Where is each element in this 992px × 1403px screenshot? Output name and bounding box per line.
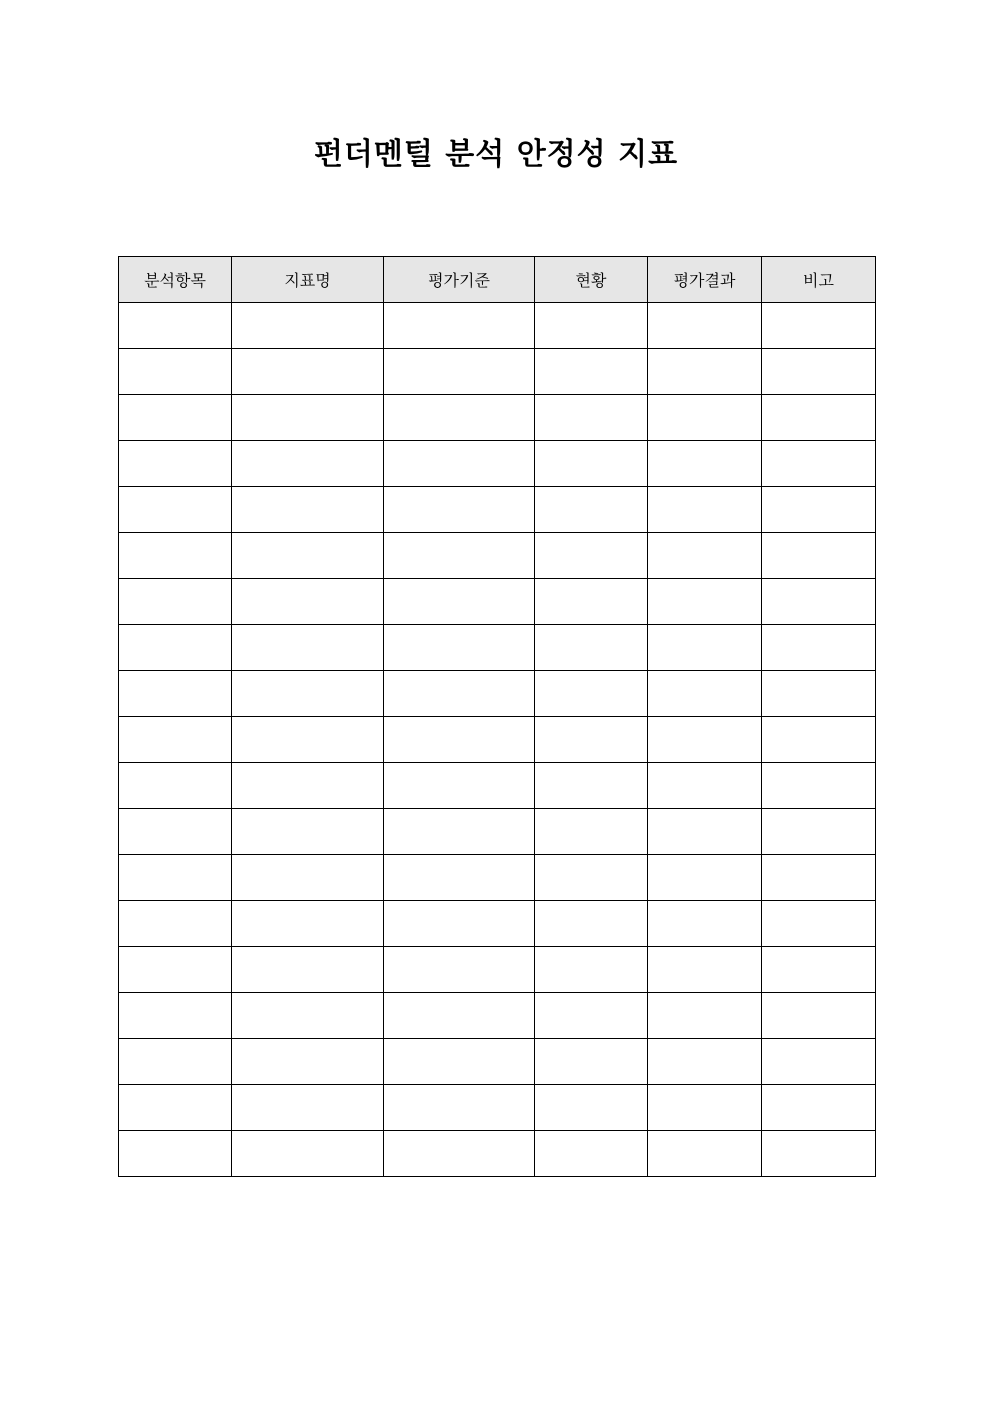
- table-row: [119, 487, 876, 533]
- cell-evaluation-result[interactable]: [648, 441, 762, 487]
- cell-indicator-name[interactable]: [232, 763, 384, 809]
- cell-evaluation-result[interactable]: [648, 993, 762, 1039]
- table-row: [119, 303, 876, 349]
- cell-current-status[interactable]: [535, 487, 648, 533]
- cell-remarks[interactable]: [762, 1085, 876, 1131]
- cell-indicator-name[interactable]: [232, 809, 384, 855]
- cell-analysis-item[interactable]: [119, 1039, 232, 1085]
- cell-indicator-name[interactable]: [232, 1131, 384, 1177]
- cell-analysis-item[interactable]: [119, 809, 232, 855]
- cell-indicator-name[interactable]: [232, 303, 384, 349]
- cell-current-status[interactable]: [535, 349, 648, 395]
- cell-analysis-item[interactable]: [119, 763, 232, 809]
- cell-remarks[interactable]: [762, 625, 876, 671]
- table-row: [119, 533, 876, 579]
- cell-remarks[interactable]: [762, 533, 876, 579]
- cell-remarks[interactable]: [762, 947, 876, 993]
- cell-remarks[interactable]: [762, 395, 876, 441]
- cell-evaluation-criteria[interactable]: [384, 533, 535, 579]
- cell-current-status[interactable]: [535, 671, 648, 717]
- cell-current-status[interactable]: [535, 533, 648, 579]
- cell-remarks[interactable]: [762, 579, 876, 625]
- cell-evaluation-result[interactable]: [648, 303, 762, 349]
- cell-indicator-name[interactable]: [232, 901, 384, 947]
- cell-indicator-name[interactable]: [232, 395, 384, 441]
- cell-current-status[interactable]: [535, 993, 648, 1039]
- cell-remarks[interactable]: [762, 809, 876, 855]
- cell-analysis-item[interactable]: [119, 1131, 232, 1177]
- cell-remarks[interactable]: [762, 1131, 876, 1177]
- table-row: [119, 625, 876, 671]
- cell-indicator-name[interactable]: [232, 625, 384, 671]
- cell-evaluation-result[interactable]: [648, 533, 762, 579]
- cell-indicator-name[interactable]: [232, 717, 384, 763]
- cell-current-status[interactable]: [535, 1085, 648, 1131]
- cell-indicator-name[interactable]: [232, 533, 384, 579]
- cell-current-status[interactable]: [535, 809, 648, 855]
- cell-analysis-item[interactable]: [119, 901, 232, 947]
- cell-evaluation-result[interactable]: [648, 717, 762, 763]
- header-row: [119, 257, 876, 303]
- cell-remarks[interactable]: [762, 993, 876, 1039]
- table-row: [119, 395, 876, 441]
- cell-current-status[interactable]: [535, 763, 648, 809]
- cell-evaluation-criteria[interactable]: [384, 809, 535, 855]
- header-evaluation-result: 평가결과: [648, 257, 762, 303]
- cell-current-status[interactable]: [535, 579, 648, 625]
- cell-current-status[interactable]: [535, 717, 648, 763]
- cell-current-status[interactable]: [535, 441, 648, 487]
- cell-evaluation-result[interactable]: [648, 809, 762, 855]
- cell-evaluation-result[interactable]: [648, 763, 762, 809]
- header-analysis-item: 분석항목: [119, 257, 232, 303]
- cell-analysis-item[interactable]: [119, 303, 232, 349]
- cell-indicator-name[interactable]: [232, 579, 384, 625]
- cell-evaluation-criteria[interactable]: [384, 901, 535, 947]
- cell-indicator-name[interactable]: [232, 487, 384, 533]
- cell-remarks[interactable]: [762, 303, 876, 349]
- cell-evaluation-criteria[interactable]: [384, 395, 535, 441]
- cell-evaluation-criteria[interactable]: [384, 303, 535, 349]
- table-row: [119, 993, 876, 1039]
- cell-remarks[interactable]: [762, 901, 876, 947]
- cell-evaluation-criteria[interactable]: [384, 763, 535, 809]
- indicator-table: [118, 256, 876, 1177]
- cell-analysis-item[interactable]: [119, 487, 232, 533]
- cell-evaluation-criteria[interactable]: [384, 1131, 535, 1177]
- cell-evaluation-criteria[interactable]: [384, 487, 535, 533]
- cell-evaluation-result[interactable]: [648, 395, 762, 441]
- cell-current-status[interactable]: [535, 1039, 648, 1085]
- header-remarks: 비고: [762, 257, 876, 303]
- table-row: [119, 671, 876, 717]
- cell-evaluation-result[interactable]: [648, 579, 762, 625]
- cell-analysis-item[interactable]: [119, 579, 232, 625]
- cell-analysis-item[interactable]: [119, 717, 232, 763]
- cell-evaluation-criteria[interactable]: [384, 349, 535, 395]
- cell-analysis-item[interactable]: [119, 993, 232, 1039]
- cell-evaluation-result[interactable]: [648, 349, 762, 395]
- table-row: [119, 809, 876, 855]
- cell-evaluation-result[interactable]: [648, 671, 762, 717]
- cell-remarks[interactable]: [762, 855, 876, 901]
- cell-evaluation-criteria[interactable]: [384, 625, 535, 671]
- cell-current-status[interactable]: [535, 947, 648, 993]
- cell-current-status[interactable]: [535, 303, 648, 349]
- cell-current-status[interactable]: [535, 625, 648, 671]
- table-row: [119, 1039, 876, 1085]
- cell-indicator-name[interactable]: [232, 1039, 384, 1085]
- cell-evaluation-criteria[interactable]: [384, 855, 535, 901]
- table-row: [119, 901, 876, 947]
- table-row: [119, 1085, 876, 1131]
- cell-evaluation-criteria[interactable]: [384, 947, 535, 993]
- header-indicator-name: 지표명: [232, 257, 384, 303]
- cell-evaluation-result[interactable]: [648, 1039, 762, 1085]
- cell-remarks[interactable]: [762, 441, 876, 487]
- cell-analysis-item[interactable]: [119, 625, 232, 671]
- header-evaluation-criteria: 평가기준: [384, 257, 535, 303]
- cell-indicator-name[interactable]: [232, 1085, 384, 1131]
- cell-remarks[interactable]: [762, 1039, 876, 1085]
- cell-indicator-name[interactable]: [232, 349, 384, 395]
- cell-current-status[interactable]: [535, 901, 648, 947]
- table-row: [119, 579, 876, 625]
- cell-indicator-name[interactable]: [232, 993, 384, 1039]
- cell-evaluation-result[interactable]: [648, 855, 762, 901]
- cell-evaluation-criteria[interactable]: [384, 1039, 535, 1085]
- cell-remarks[interactable]: [762, 717, 876, 763]
- cell-current-status[interactable]: [535, 1131, 648, 1177]
- cell-evaluation-criteria[interactable]: [384, 717, 535, 763]
- cell-evaluation-criteria[interactable]: [384, 993, 535, 1039]
- cell-current-status[interactable]: [535, 855, 648, 901]
- cell-remarks[interactable]: [762, 671, 876, 717]
- cell-evaluation-result[interactable]: [648, 1131, 762, 1177]
- cell-evaluation-criteria[interactable]: [384, 1085, 535, 1131]
- cell-remarks[interactable]: [762, 487, 876, 533]
- cell-evaluation-result[interactable]: [648, 947, 762, 993]
- table-row: [119, 349, 876, 395]
- cell-indicator-name[interactable]: [232, 947, 384, 993]
- table-row: [119, 763, 876, 809]
- cell-evaluation-criteria[interactable]: [384, 671, 535, 717]
- page-title: 펀더멘털 분석 안정성 지표: [313, 137, 679, 172]
- cell-analysis-item[interactable]: [119, 671, 232, 717]
- cell-analysis-item[interactable]: [119, 1085, 232, 1131]
- cell-analysis-item[interactable]: [119, 349, 232, 395]
- cell-current-status[interactable]: [535, 395, 648, 441]
- cell-analysis-item[interactable]: [119, 441, 232, 487]
- table-row: [119, 855, 876, 901]
- cell-evaluation-result[interactable]: [648, 625, 762, 671]
- table-row: [119, 441, 876, 487]
- table-row: [119, 717, 876, 763]
- cell-evaluation-result[interactable]: [648, 1085, 762, 1131]
- cell-evaluation-criteria[interactable]: [384, 579, 535, 625]
- cell-indicator-name[interactable]: [232, 855, 384, 901]
- cell-remarks[interactable]: [762, 349, 876, 395]
- cell-indicator-name[interactable]: [232, 671, 384, 717]
- cell-evaluation-criteria[interactable]: [384, 441, 535, 487]
- cell-analysis-item[interactable]: [119, 947, 232, 993]
- cell-indicator-name[interactable]: [232, 441, 384, 487]
- cell-analysis-item[interactable]: [119, 395, 232, 441]
- header-current-status: 현황: [535, 257, 648, 303]
- cell-remarks[interactable]: [762, 763, 876, 809]
- table-row: [119, 947, 876, 993]
- cell-evaluation-result[interactable]: [648, 901, 762, 947]
- cell-evaluation-result[interactable]: [648, 487, 762, 533]
- table-row: [119, 1131, 876, 1177]
- table-body: [119, 303, 876, 1177]
- cell-analysis-item[interactable]: [119, 533, 232, 579]
- cell-analysis-item[interactable]: [119, 855, 232, 901]
